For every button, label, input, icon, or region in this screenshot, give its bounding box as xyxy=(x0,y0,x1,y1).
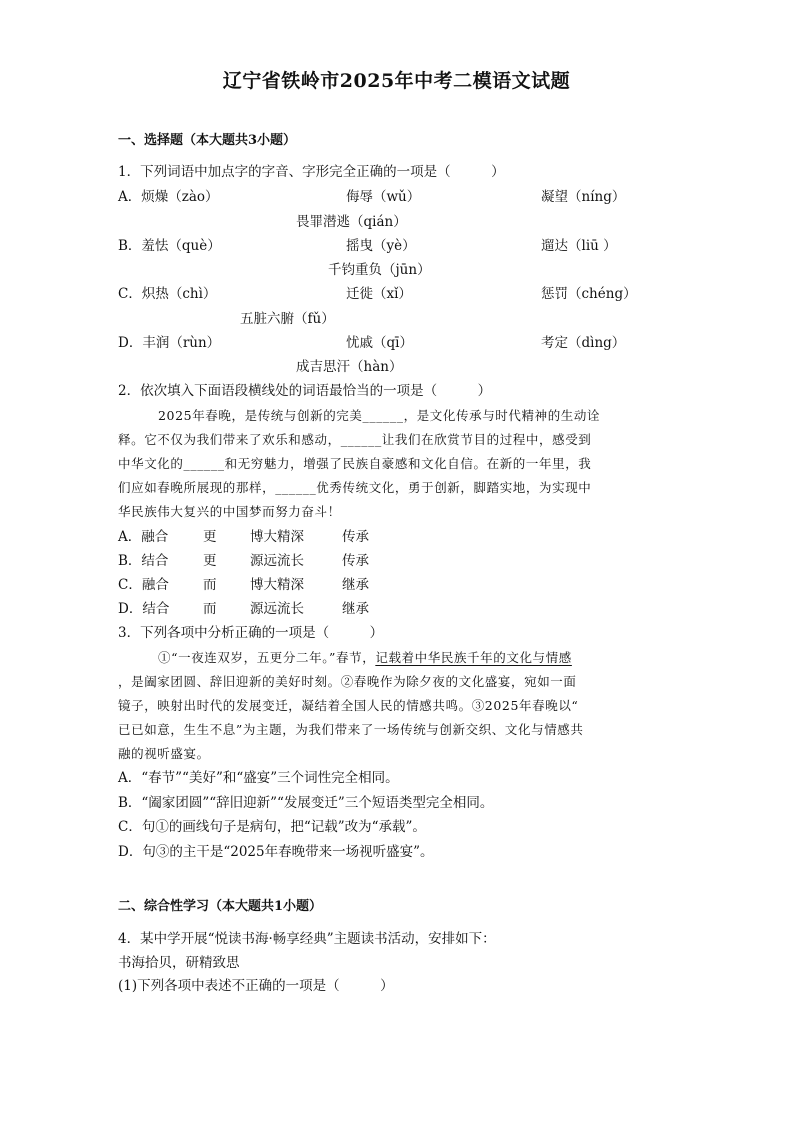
q2-option-c-2: 而 xyxy=(203,577,217,593)
q2-option-b-1: B．结合 xyxy=(118,553,169,569)
q3-option-a: A．“春节”“美好”和“盛宴”三个词性完全相同。 xyxy=(118,770,399,786)
q2-option-b-4: 传承 xyxy=(342,553,369,569)
q1-option-d-3: 考定（dìng） xyxy=(541,335,626,351)
q1-option-d-1: D．丰润（rùn） xyxy=(118,335,221,351)
q2-option-c-4: 继承 xyxy=(342,577,369,593)
q1-option-a-1: A．烦燥（zào） xyxy=(118,189,219,205)
q1-stem: 1．下列词语中加点字的字音、字形完全正确的一项是（ ） xyxy=(118,164,505,180)
q3-passage-line xyxy=(158,648,572,668)
q2-passage-line: 们应如春晚所展现的那样，______优秀传统文化，勇于创新，脚踏实地，为实现中 xyxy=(118,480,592,495)
q2-option-a-1: A．融合 xyxy=(118,529,169,545)
q3-passage-line: 已已如意，生生不息”为主题，为我们带来了一场传统与创新交织、文化与情感共 xyxy=(118,722,584,737)
q3-passage-line: ，是阖家团圆、辞旧迎新的美好时刻。②春晚作为除夕夜的文化盛宴，宛如一面 xyxy=(118,674,577,689)
q4-stem: 4．某中学开展“悦读书海·畅享经典”主题读书活动，安排如下： xyxy=(118,931,496,947)
q3-option-d: D．句③的主干是“2025年春晚带来一场视听盛宴”。 xyxy=(118,844,434,860)
q1-option-d-4: 成吉思汗（hàn） xyxy=(296,359,403,375)
q2-passage-line: 中华文化的______和无穷魅力，增强了民族自豪感和文化自信。在新的一年里，我 xyxy=(118,456,592,471)
section-heading-2: 二、综合性学习（本大题共1小题） xyxy=(118,899,323,914)
q1-option-c-2: 迁徙（xǐ） xyxy=(346,286,412,302)
q2-option-d-2: 而 xyxy=(203,601,217,617)
q3-option-b: B．“阖家团圆”“辞旧迎新”“发展变迁”三个短语类型完全相同。 xyxy=(118,795,494,811)
q3-option-c: C．句①的画线句子是病句，把“记载”改为“承载”。 xyxy=(118,819,426,835)
q1-option-c-4: 五脏六腑（fǔ） xyxy=(240,311,335,327)
q1-option-c-1: C．炽热（chì） xyxy=(118,286,217,302)
q1-option-b-2: 摇曳（yè） xyxy=(346,238,416,254)
q4-sub-question-1: (1)下列各项中表述不正确的一项是（ ） xyxy=(118,978,394,994)
q2-passage-line: 释。它不仅为我们带来了欢乐和感动，______让我们在欣赏节目的过程中，感受到 xyxy=(118,432,592,447)
q1-option-b-4: 千钧重负（jūn） xyxy=(328,262,431,278)
q1-option-a-3: 凝望（níng） xyxy=(541,189,626,205)
q1-option-d-2: 忧戚（qī） xyxy=(346,335,413,351)
q1-option-b-3: 遛达（liū ） xyxy=(541,238,617,254)
page-title: 辽宁省铁岭市2025年中考二模语文试题 xyxy=(222,70,571,92)
q2-option-c-1: C．融合 xyxy=(118,577,169,593)
q1-option-a-2: 侮辱（wǔ） xyxy=(346,189,421,205)
q2-option-c-3: 博大精深 xyxy=(250,577,304,593)
q2-passage-line: 华民族伟大复兴的中国梦而努力奋斗！ xyxy=(118,504,341,519)
q3-passage-text: ①“一夜连双岁，五更分二年。”春节， xyxy=(158,650,376,665)
q2-option-a-2: 更 xyxy=(203,529,217,545)
q2-option-b-3: 源远流长 xyxy=(250,553,304,569)
q1-option-c-3: 惩罚（chéng） xyxy=(541,286,637,302)
q1-option-b-1: B．羞怯（què） xyxy=(118,238,221,254)
q2-option-d-4: 继承 xyxy=(342,601,369,617)
q2-option-a-3: 博大精深 xyxy=(250,529,304,545)
q2-option-b-2: 更 xyxy=(203,553,217,569)
q2-stem: 2．依次填入下面语段横线处的词语最恰当的一项是（ ） xyxy=(118,383,492,399)
q3-stem: 3．下列各项中分析正确的一项是（ ） xyxy=(118,625,384,641)
q3-passage-line: 融的视听盛宴。 xyxy=(118,746,210,761)
q2-passage-line: 2025年春晚，是传统与创新的完美______，是文化传承与时代精神的生动诠 xyxy=(158,408,601,423)
q3-underlined-sentence: 记载着中华民族千年的文化与情感 xyxy=(375,650,572,665)
q1-option-a-4: 畏罪潜逃（qián） xyxy=(296,214,407,230)
q2-option-d-1: D．结合 xyxy=(118,601,170,617)
q4-subheading: 书海拾贝，研精致思 xyxy=(118,955,240,971)
q2-option-a-4: 传承 xyxy=(342,529,369,545)
q3-passage-line: 镜子，映射出时代的发展变迁，凝结着全国人民的情感共鸣。③2025年春晚以“ xyxy=(118,698,579,713)
q2-option-d-3: 源远流长 xyxy=(250,601,304,617)
section-heading-1: 一、选择题（本大题共3小题） xyxy=(118,133,297,148)
